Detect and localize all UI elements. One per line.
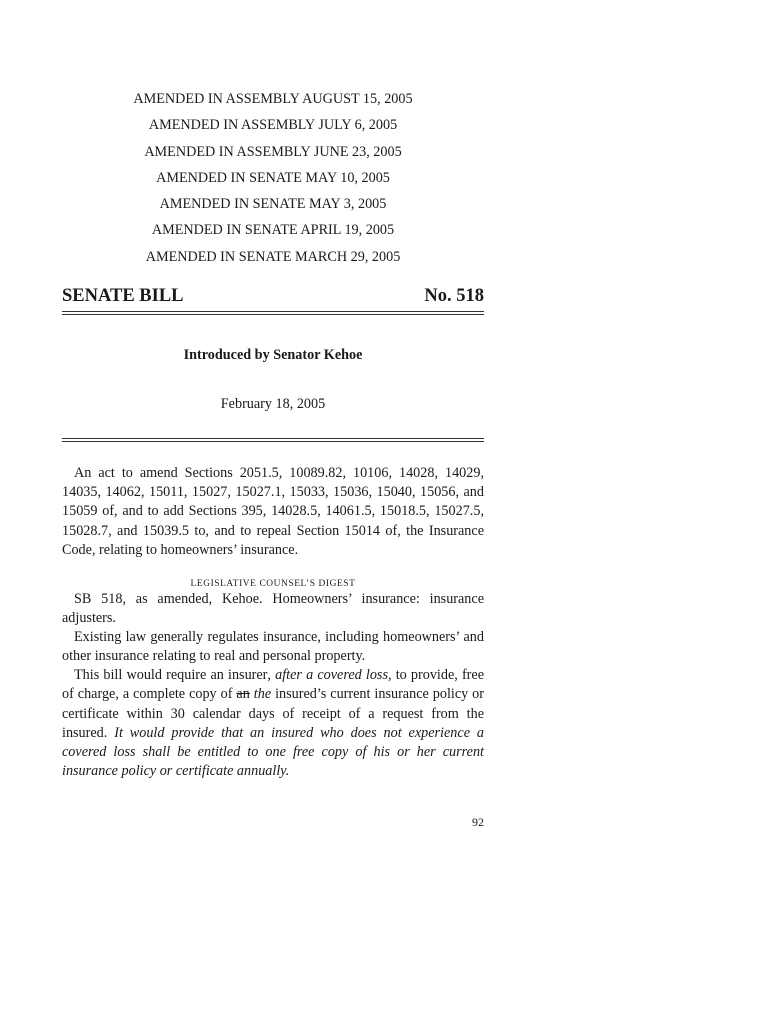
amendment-line: AMENDED IN ASSEMBLY AUGUST 15, 2005	[133, 91, 413, 107]
page-number: 92	[472, 815, 484, 829]
inserted-text: It would provide that an insured who does not experience a covered loss shall be entitled to one free copy of his or her current insurance policy or certificate annually.	[62, 724, 484, 779]
bill-text-part: This bill would require an insurer	[74, 667, 268, 684]
introduced-by: Introduced by Senator Kehoe	[183, 347, 363, 363]
bill-header	[62, 285, 484, 307]
inserted-text: , after a covered loss,	[267, 667, 392, 684]
bill-title-paragraph: An act to amend Sections 2051.5, 10089.82, 10106, 14028, 14029, 14035, 14062, 15011, 15027, 15027.1, 15033, 15036, 15040, 15056, and 15059 of, and to add Sections 395, 14028.5, 14061.5, 15018.5, 15027.5, 15028.7, and 15039.5 to, and to repeal Section 15014 of, the Insurance Code, relating to homeowners’ insurance.	[62, 465, 484, 558]
bill-text-part: to provide, free of charge, a complete copy of	[62, 667, 484, 703]
bill-text-part: insured’s current insurance policy or certificate within 30 calendar days of receipt of a request from the insured.	[62, 686, 484, 741]
header-divider	[62, 311, 484, 312]
digest-heading: LEGISLATIVE COUNSEL’S DIGEST	[190, 579, 356, 589]
bill-type: SENATE BILL	[62, 286, 184, 306]
amendment-line: AMENDED IN ASSEMBLY JUNE 23, 2005	[144, 143, 402, 160]
bill-number: No. 518	[424, 286, 484, 306]
introduction-date: February 18, 2005	[220, 396, 326, 412]
amendment-line: AMENDED IN SENATE MAY 3, 2005	[159, 196, 387, 213]
document-page	[62, 0, 484, 1024]
digest-existing-law: Existing law generally regulates insurance, including homeowners’ and other insurance relating to real and personal property.	[62, 629, 484, 665]
inserted-text: the	[249, 686, 272, 703]
digest-summary: SB 518, as amended, Kehoe. Homeowners’ insurance: insurance adjusters.	[62, 591, 484, 627]
amendment-history	[62, 86, 484, 270]
struck-text: an	[236, 686, 250, 703]
legislative-digest	[62, 590, 484, 781]
amendment-line: AMENDED IN SENATE APRIL 19, 2005	[151, 222, 395, 239]
amendment-line: AMENDED IN ASSEMBLY JULY 6, 2005	[148, 117, 398, 134]
amendment-line: AMENDED IN SENATE MAY 10, 2005	[156, 169, 390, 186]
amendment-line: AMENDED IN SENATE MARCH 29, 2005	[145, 248, 401, 265]
title-divider	[62, 438, 484, 439]
digest-bill-text	[62, 666, 484, 781]
